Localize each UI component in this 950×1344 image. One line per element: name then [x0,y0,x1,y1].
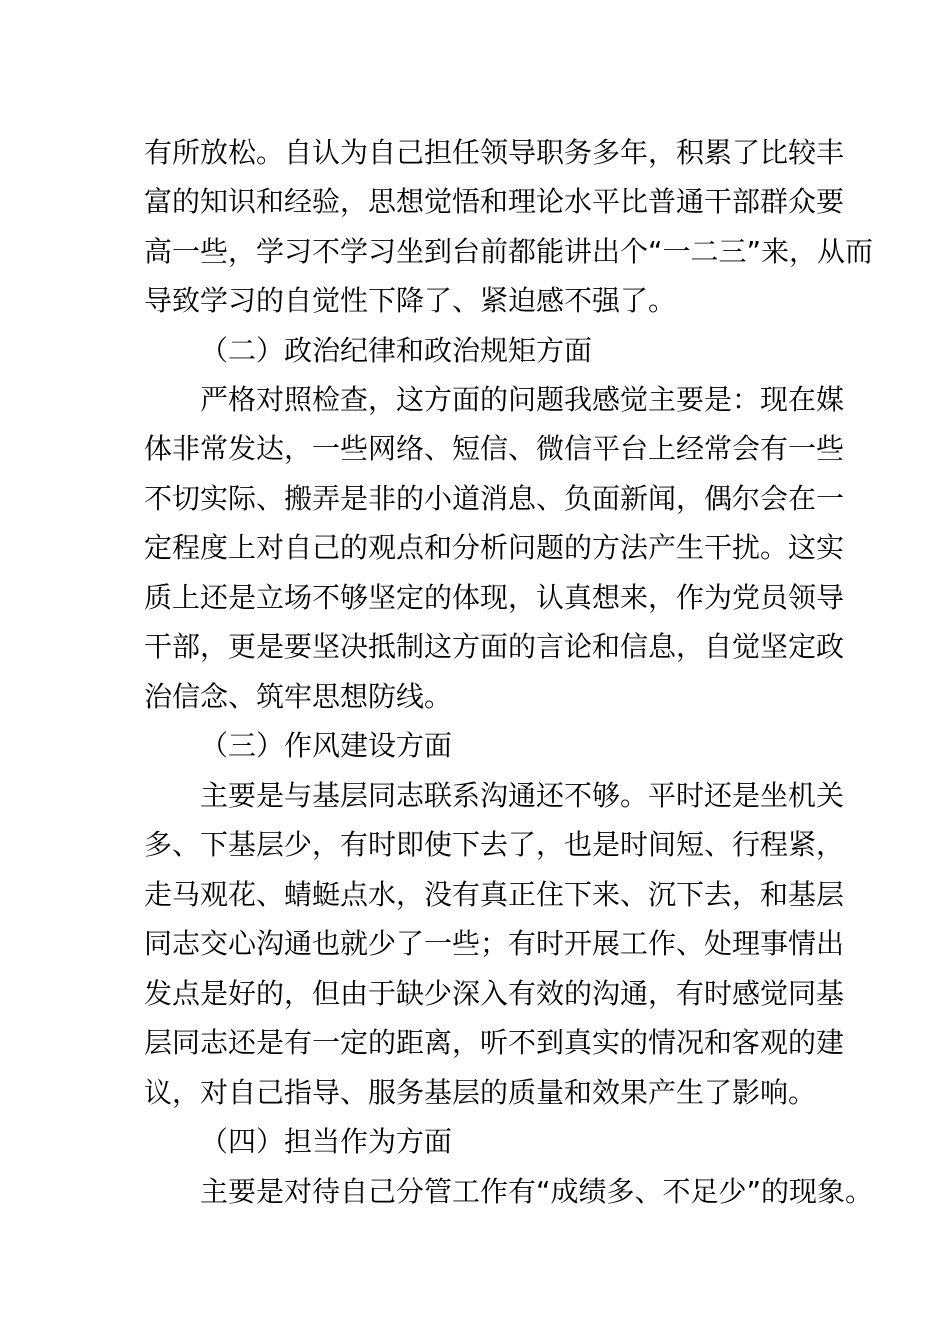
text-line: 走马观花、蜻蜓点水，没有真正住下来、沉下去，和基层 [144,878,845,911]
text-line: 严格对照检查，这方面的问题我感觉主要是：现在媒 [200,383,845,416]
text-line: 不切实际、搬弄是非的小道消息、负面新闻，偶尔会在一 [144,482,845,515]
text-line: 发点是好的，但由于缺少深入有效的沟通，有时感觉同基 [144,977,845,1010]
text-line: 高一些，学习不学习坐到台前都能讲出个“一二三”来，从而 [144,235,874,268]
text-line: 议，对自己指导、服务基层的质量和效果产生了影响。 [144,1076,817,1109]
text-line: 同志交心沟通也就少了一些；有时开展工作、处理事情出 [144,927,845,960]
text-line: 治信念、筑牢思想防线。 [144,680,453,713]
text-line: 导致学习的自觉性下降了、紧迫感不强了。 [144,284,677,317]
text-line: 干部，更是要坚决抵制这方面的言论和信息，自觉坚定政 [144,630,845,663]
text-line: 定程度上对自己的观点和分析问题的方法产生干扰。这实 [144,531,845,564]
text-line: 有所放松。自认为自己担任领导职务多年，积累了比较丰 [144,136,845,169]
text-line: 体非常发达，一些网络、短信、微信平台上经常会有一些 [144,432,845,465]
text-line: 富的知识和经验，思想觉悟和理论水平比普通干部群众要 [144,185,845,218]
text-line: 层同志还是有一定的距离，听不到真实的情况和客观的建 [144,1026,845,1059]
text-line: 多、下基层少，有时即使下去了，也是时间短、行程紧， [144,828,845,861]
section-heading-3: （三）作风建设方面 [200,729,453,762]
text-line: 质上还是立场不够坚定的体现，认真想来，作为党员领导 [144,581,845,614]
text-line: 主要是与基层同志联系沟通还不够。平时还是坐机关 [200,779,845,812]
section-heading-2: （二）政治纪律和政治规矩方面 [200,334,593,367]
text-line: 主要是对待自己分管工作有“成绩多、不足少”的现象。 [200,1175,874,1208]
section-heading-4: （四）担当作为方面 [200,1125,453,1158]
